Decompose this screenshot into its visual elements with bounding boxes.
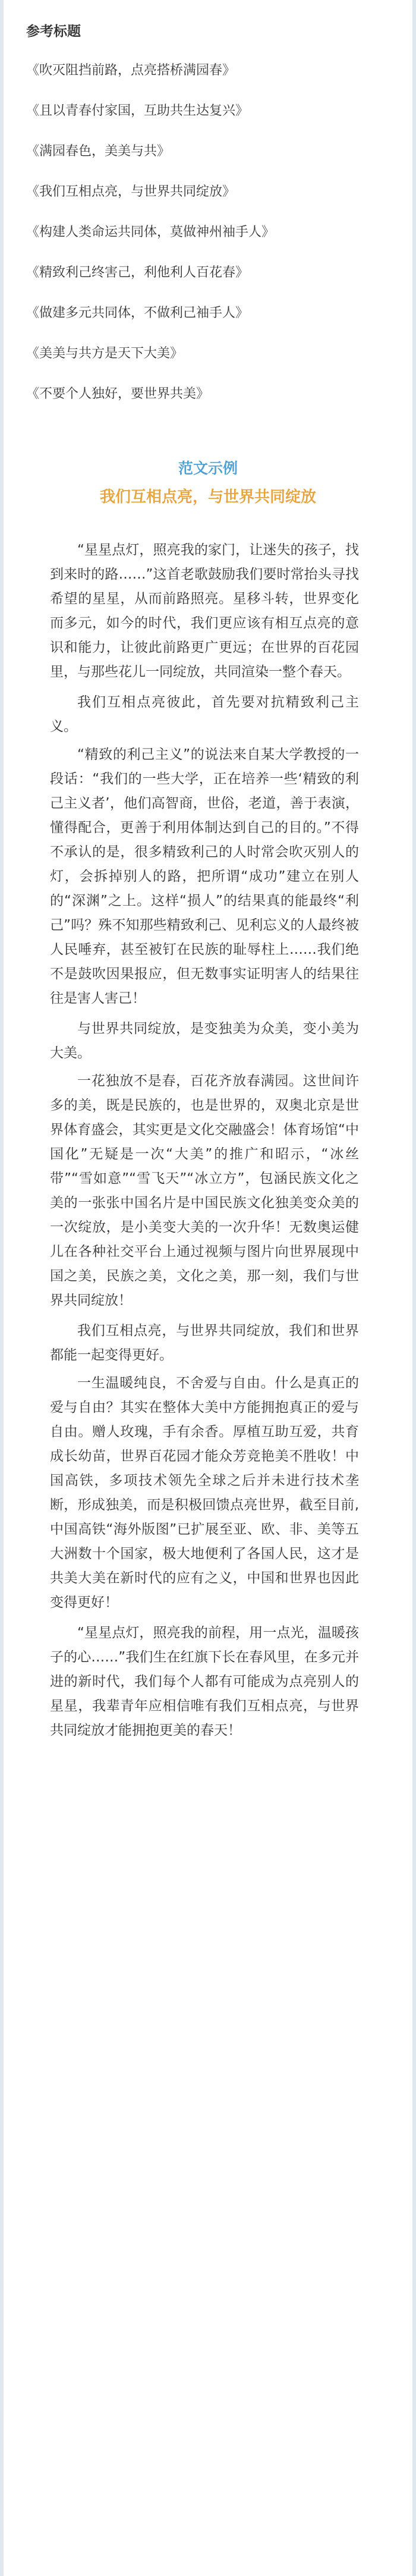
reference-titles-label: 参考标题: [26, 24, 81, 39]
reference-title-item: 《满园春色，美美与共》: [26, 144, 171, 159]
example-heading: 范文示例: [178, 460, 238, 477]
essay-paragraph: “星星点灯，照亮我的前程，用一点光，温暖孩子的心……”我们生在红旗下长在春风里，在多元并进的新时代，我们每个人都有可能成为点亮别人的星星，我辈青年应相信唯有我们互相点亮，与世界共同绽放才能拥抱更美的春天！: [50, 1625, 359, 1738]
reference-title-item: 《构建人类命运共同体，莫做神州袖手人》: [26, 225, 275, 240]
essay-paragraph: 与世界共同绽放，是变独美为众美，变小美为大美。: [50, 1021, 359, 1061]
essay-paragraph: 我们互相点亮彼此，首先要对抗精致利己主义。: [50, 695, 359, 734]
essay-paragraph: 一生温暖纯良，不舍爱与自由。什么是真正的爱与自由？其实在整体大美中方能拥抱真正的爱与自由。赠人玫瑰，手有余香。厚植互助互爱，共育成长幼苗，世界百花园才能众芳竞艳美不胜收！中国高铁，多项技术领先全球之后并未进行技术垄断，形成独美，而是积极回馈点亮世界，截至目前,中国高铁“海外版图”已扩展至亚、欧、非、美等五大洲数十个国家，极大地便利了各国人民，这才是共美大美在新时代的应有之义，中国和世界也因此变得更好！: [50, 1375, 359, 1610]
essay-body: [50, 538, 359, 1749]
essay-paragraph: “精致的利己主义”的说法来自某大学教授的一段话：“我们的一些大学，正在培养一些‘精致的利己主义者’，他们高智商，世俗，老道，善于表演，懂得配合，更善于利用体制达到自己的目的。”不得不承认的是，很多精致利己的人时常会吹灭别人的灯，会拆掉别人的路，把所谓“成功”建立在别人的“深渊”之上。这样“损人”的结果真的能最终“利己”吗？殊不知那些精致利己、见利忘义的人最终被人民唾弃，甚至被钉在民族的耻辱柱上……我们绝不是鼓吹因果报应，但无数事实证明害人的结果往往是害人害己！: [50, 747, 359, 1006]
essay-title: 我们互相点亮，与世界共同绽放: [99, 488, 316, 506]
reference-title-item: 《我们互相点亮，与世界共同绽放》: [26, 184, 236, 199]
essay-paragraph: 我们互相点亮，与世界共同绽放，我们和世界都能一起变得更好。: [50, 1323, 359, 1363]
essay-paragraph: 一花独放不是春，百花齐放春满园。这世间许多的美，既是民族的，也是世界的，双奥北京是世界体育盛会，其实更是文化交融盛会！体育场馆“中国化”无疑是一次“大美”的推广和昭示，“冰丝带”“雪如意”“雪飞天”“冰立方”，包涵民族文化之美的一张张中国名片是中国民族文化独美变众美的一次绽放，是小美变大美的一次升华！无数奥运健儿在各种社交平台上通过视频与图片向世界展现中国之美，民族之美，文化之美，那一刻，我们与世界共同绽放！: [50, 1073, 359, 1308]
essay-paragraph: “星星点灯，照亮我的家门，让迷失的孩子，找到来时的路……”这首老歌鼓励我们要时常抬头寻找希望的星星，从而前路照亮。星移斗转，世界变化而多元，如今的时代，我们更应该有相互点亮的意识和能力，让彼此前路更广更远；在世界的百花园里，与那些花儿一同绽放，共同渲染一整个春天。: [50, 542, 359, 680]
reference-titles-list: [26, 59, 359, 423]
reference-title-item: 《吹灭阻挡前路，点亮搭桥满园春》: [26, 63, 236, 78]
reference-title-item: 《做建多元共同体，不做利己袖手人》: [26, 306, 249, 321]
reference-title-item: 《且以青春付家国，互助共生达复兴》: [26, 103, 249, 118]
reference-title-item: 《不要个人独好，要世界共美》: [26, 387, 210, 401]
reference-title-item: 《精致利己终害己，利他利人百花春》: [26, 265, 249, 280]
reference-title-item: 《美美与共方是天下大美》: [26, 346, 184, 361]
